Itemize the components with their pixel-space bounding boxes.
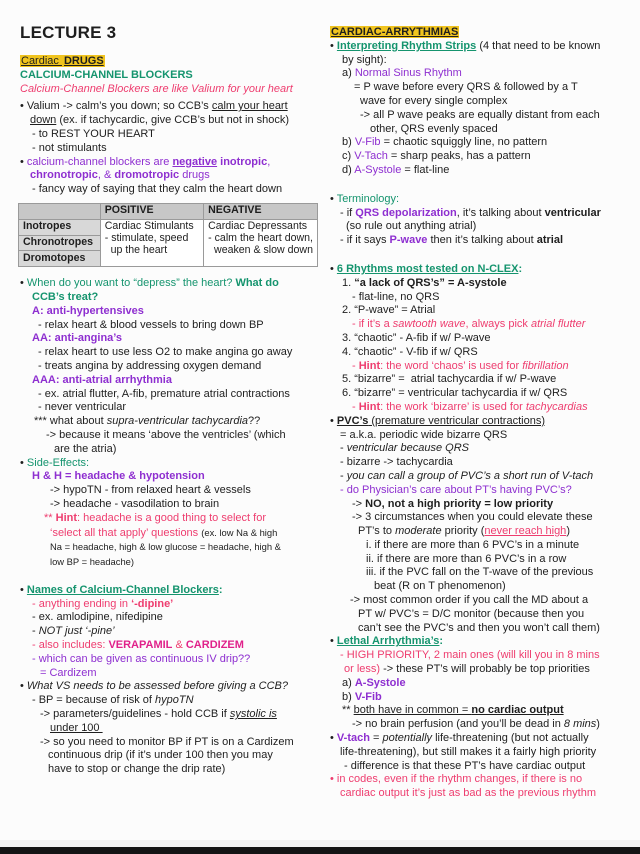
note-line: PT w/ PVC’s = D/C monitor (because then you (358, 607, 585, 620)
table-col-header: NEGATIVE (204, 203, 318, 219)
note-line: low BP = headache) (50, 556, 134, 568)
note-line: ** Hint: headache is a good thing to select for (44, 511, 266, 524)
note-line: - not stimulants (32, 141, 107, 154)
note-line: -> most common order if you call the MD about a (350, 594, 589, 607)
section-terminology: • Terminology: (330, 192, 400, 205)
note-line: d) A-Systole = flat-line (342, 163, 450, 176)
table-corner-cell (19, 203, 101, 219)
section-lethal-arrhythmias: • Lethal Arrhythmia’s: (330, 635, 444, 648)
note-line: -> hypoTN - from relaxed heart & vessels (50, 484, 251, 497)
note-line: - difference is that these PT’s have cardiac output (344, 759, 586, 772)
note-line: AA: anti-angina’s (32, 332, 123, 345)
note-line: - Hint: the word ‘chaos’ is used for fibrillation (352, 359, 569, 372)
note-line: -> 3 circumstances when you could elevate these (352, 511, 593, 524)
note-line: life-threatening), but still makes it a fairly high priority (340, 745, 597, 758)
note-line: - if QRS depolarization, it’s talking about ventricular (340, 206, 601, 219)
section-ccb-names: • Names of Calcium-Channel Blockers: (20, 583, 223, 596)
note-line: - BP = because of risk of hypoTN (32, 694, 194, 707)
note-line: - relax heart & blood vessels to bring down BP (38, 318, 264, 331)
note-line: = Cardizem (40, 666, 97, 679)
note-line: • calcium-channel blockers are negative inotropic, (20, 155, 271, 168)
note-line: AAA: anti-atrial arrhythmia (32, 373, 172, 386)
section-6-rhythms: • 6 Rhythms most tested on N-CLEX: (330, 262, 523, 275)
note-line: cardiac output it’s just as bad as the previous rhythm (340, 787, 596, 800)
note-line: i. if there are more than 6 PVC’s in a minute (366, 538, 580, 551)
note-line: c) V-Tach = sharp peaks, has a pattern (342, 150, 531, 163)
section-ccb-heading: CALCIUM-CHANNEL BLOCKERS (20, 68, 193, 81)
note-line: -> parameters/guidelines - hold CCB if systolic is (40, 708, 277, 721)
note-line: - relax heart to use less O2 to make angina go away (38, 346, 293, 359)
page-bottom-shade (0, 840, 640, 847)
note-line: under 100 (50, 721, 103, 734)
note-line: - if it says P-wave then it’s talking about atrial (340, 234, 563, 247)
note-line: - fancy way of saying that they calm the heart down (32, 183, 283, 196)
note-line: = P wave before every QRS & followed by a T (354, 81, 578, 94)
right-column (330, 26, 634, 801)
note-line: = a.k.a. periodic wide bizarre QRS (340, 428, 508, 441)
note-line: • When do you want to “depress” the heart? What do (20, 277, 279, 290)
table-negative-cell: Cardiac Depressants - calm the heart down, weaken & slow down (204, 219, 318, 266)
note-line: -> no brain perfusion (and you’ll be dead in 8 mins) (352, 718, 600, 731)
note-line: • V-tach = potentially life-threatening (but not actually (330, 732, 589, 745)
note-line: continuous drip (if it’s under 100 then you may (48, 749, 273, 762)
note-line: - if it’s a sawtooth wave, always pick atrial flutter (352, 318, 586, 331)
note-line: Calcium-Channel Blockers are like Valium for your heart (20, 82, 293, 95)
section-cardiac-arrythmias: CARDIAC-ARRYTHMIAS (331, 26, 459, 38)
left-column (20, 22, 320, 777)
note-line: PT’s to moderate priority (never reach high) (358, 525, 570, 538)
note-line: -> headache - vasodilation to brain (50, 497, 220, 510)
note-line: - do Physician’s care about PT’s having PVC’s? (340, 483, 572, 496)
note-line: -> NO, not a high priority = low priority (352, 497, 554, 510)
note-line: 1. “a lack of QRS’s” = A-systole (342, 276, 507, 289)
note-line: - anything ending in ‘-dipine’ (32, 597, 174, 610)
note-line: - which can be given as continuous IV drip?? (32, 652, 251, 665)
note-line: H & H = headache & hypotension (32, 470, 205, 483)
note-line: • in codes, even if the rhythm changes, if there is no (330, 773, 583, 786)
note-line: Na = headache, high & low glucose = headache, high & (50, 541, 281, 553)
tropes-table (18, 203, 318, 267)
note-line: (so rule out anything atrial) (346, 220, 477, 233)
section-cardiac-drugs: Cardiac DRUGS (21, 55, 104, 67)
note-line: - Hint: the work ‘bizarre’ is used for tachycardias (352, 400, 588, 413)
section-rhythm-strips: • Interpreting Rhythm Strips (4 that need to be known (330, 39, 601, 52)
note-line: - ex. atrial flutter, A-fib, premature atrial contractions (38, 387, 290, 400)
note-line: - NOT just ‘-pine’ (32, 625, 115, 638)
note-line: have to stop or change the drip rate) (48, 763, 226, 776)
note-line: - treats angina by addressing oxygen demand (38, 359, 262, 372)
note-line: iii. if the PVC fall on the T-wave of the previous (366, 566, 594, 579)
note-line: CCB’s treat? (32, 290, 99, 303)
note-line: beat (R on T phenomenon) (374, 580, 506, 593)
note-line: - HIGH PRIORITY, 2 main ones (will kill you in 8 mins (340, 649, 600, 662)
note-line: - flat-line, no QRS (352, 290, 440, 303)
note-line: - never ventricular (38, 401, 127, 414)
table-col-header: POSITIVE (100, 203, 203, 219)
note-line: ii. if there are more than 6 PVC’s in a row (366, 552, 567, 565)
section-pvcs: • PVC’s (premature ventricular contractions) (330, 414, 545, 427)
note-line: other, QRS evenly spaced (370, 122, 498, 135)
note-line: 5. “bizarre” = atrial tachycardia if w/ P-wave (342, 373, 557, 386)
note-line: - also includes: VERAPAMIL & CARDIZEM (32, 639, 244, 652)
table-positive-cell: Cardiac Stimulants - stimulate, speed up the heart (100, 219, 203, 266)
note-line: a) A-Systole (342, 676, 406, 689)
note-line: • Side-Effects: (20, 456, 90, 469)
note-line: or less) -> these PT’s will probably be top priorities (344, 663, 590, 676)
letterbox-bar (0, 847, 640, 854)
table-row-header: Inotropes (19, 219, 101, 235)
note-line: • Valium -> calm’s you down; so CCB’s calm your heart (20, 100, 288, 113)
note-line: -> all P wave peaks are equally distant from each (360, 108, 600, 121)
note-line: are the atria) (54, 442, 117, 455)
note-line: 4. “chaotic” - V-fib if w/ QRS (342, 345, 478, 358)
note-line: - ex. amlodipine, nifedipine (32, 611, 163, 624)
note-line: *** what about supra-ventricular tachycardia?? (34, 415, 261, 428)
table-row-header: Dromotopes (19, 251, 101, 267)
note-line: by sight): (342, 53, 387, 66)
note-line: 6. “bizarre” = ventricular tachycardia if w/ QRS (342, 387, 568, 400)
note-line: ** both have in common = no cardiac output (342, 704, 564, 717)
note-line: 3. “chaotic” - A-fib if w/ P-wave (342, 331, 491, 344)
lecture-title: LECTURE 3 (20, 23, 117, 42)
note-line: a) Normal Sinus Rhythm (342, 67, 462, 80)
note-line: • What VS needs to be assessed before giving a CCB? (20, 680, 289, 693)
note-line: -> because it means ‘above the ventricles’ (which (46, 428, 286, 441)
note-line: chronotropic, & dromotropic drugs (30, 169, 210, 182)
note-line: b) V-Fib = chaotic squiggly line, no pattern (342, 136, 548, 149)
note-line: wave for every single complex (360, 94, 508, 107)
table-row-header: Chronotropes (19, 235, 101, 251)
note-line: A: anti-hypertensives (32, 304, 144, 317)
note-line: - ventricular because QRS (340, 442, 470, 455)
note-line: -> so you need to monitor BP if PT is on a Cardizem (40, 735, 294, 748)
note-line: 2. “P-wave” = Atrial (342, 304, 436, 317)
note-line: down (ex. if tachycardic, give CCB’s but not in shock) (30, 114, 290, 127)
note-line: - bizarre -> tachycardia (340, 456, 453, 469)
note-line: can’t see the PVC’s and then you won’t call them) (358, 621, 600, 634)
note-line: ‘select all that apply’ questions (ex. low Na & high (50, 526, 278, 539)
note-line: b) V-Fib (342, 690, 382, 703)
note-line: - you can call a group of PVC’s a short run of V-tach (340, 469, 594, 482)
note-line: - to REST YOUR HEART (32, 127, 155, 140)
